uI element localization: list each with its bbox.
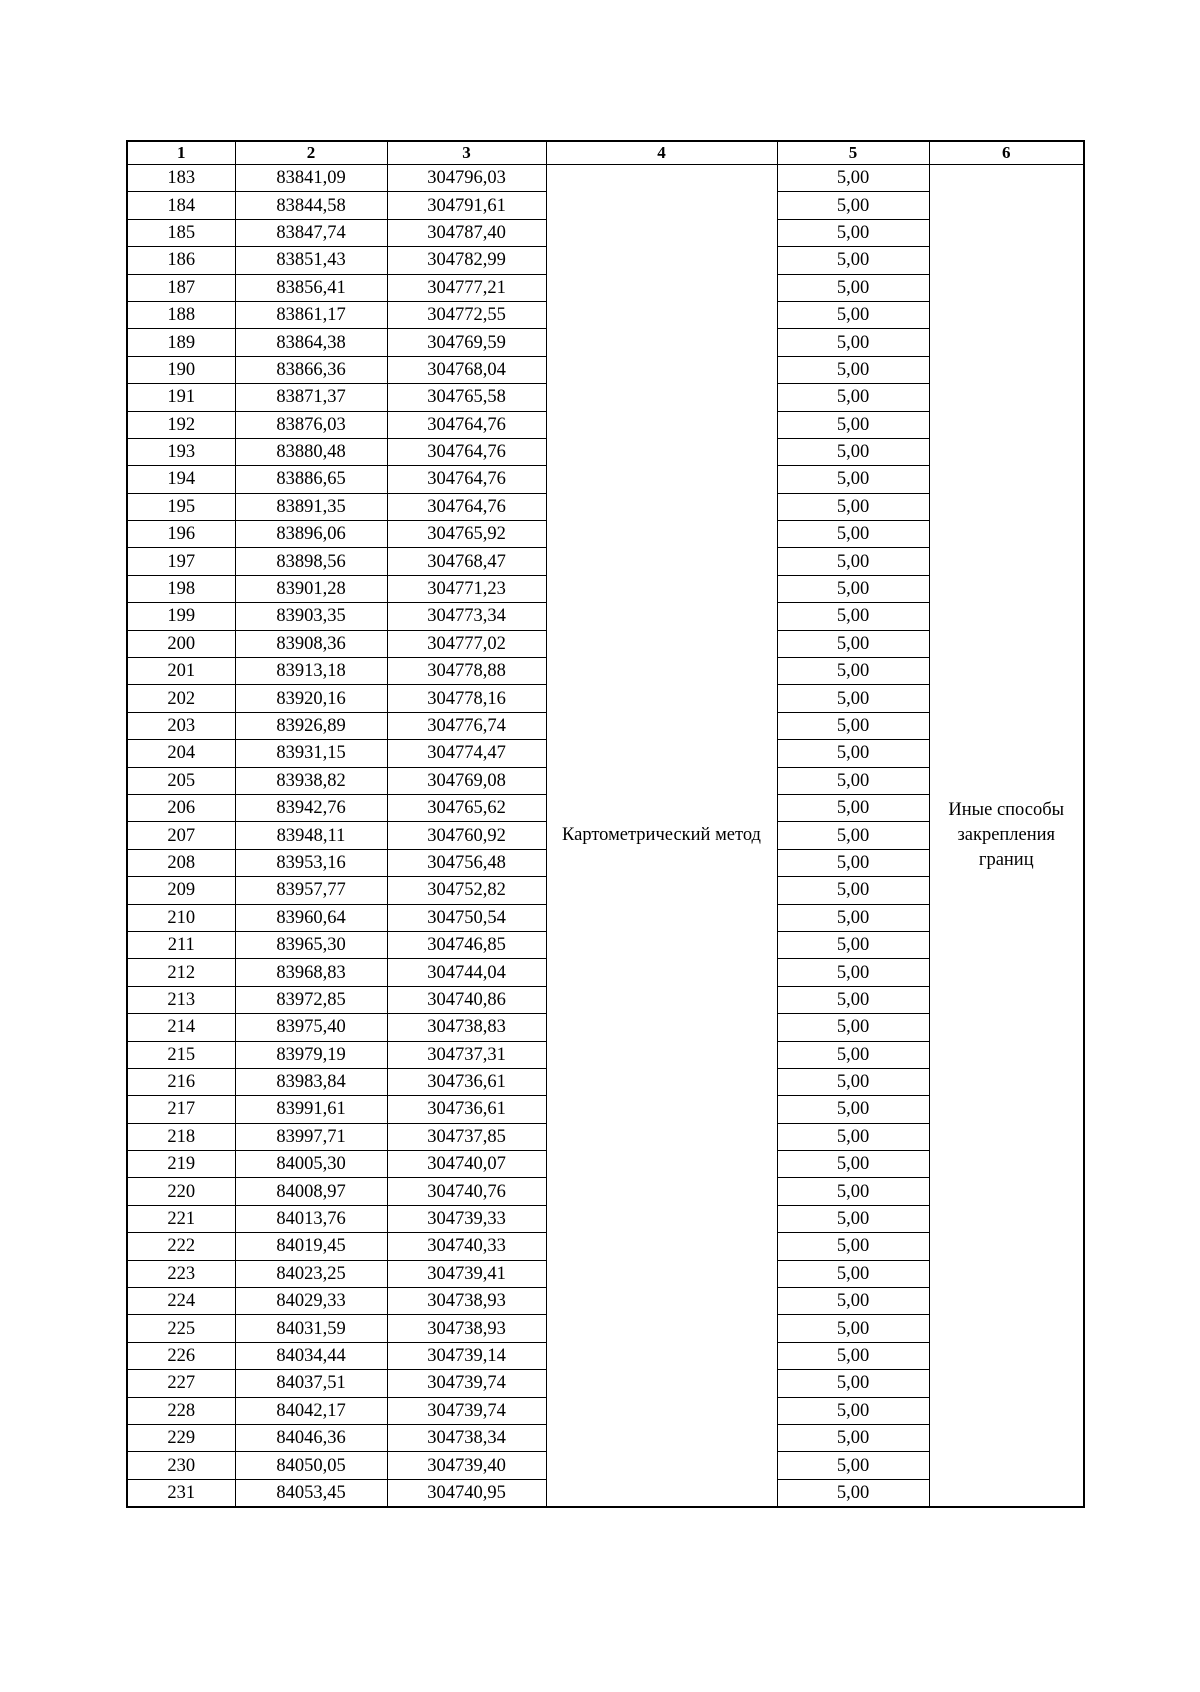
point-number-cell: 189 (127, 329, 235, 356)
point-number-cell: 210 (127, 904, 235, 931)
y-coordinate-cell: 304774,47 (387, 740, 546, 767)
y-coordinate-cell: 304773,34 (387, 603, 546, 630)
x-coordinate-cell: 83861,17 (235, 301, 387, 328)
accuracy-cell: 5,00 (777, 1424, 929, 1451)
y-coordinate-cell: 304768,47 (387, 548, 546, 575)
y-coordinate-cell: 304772,55 (387, 301, 546, 328)
y-coordinate-cell: 304796,03 (387, 165, 546, 192)
x-coordinate-cell: 83891,35 (235, 493, 387, 520)
y-coordinate-cell: 304744,04 (387, 959, 546, 986)
point-number-cell: 185 (127, 219, 235, 246)
x-coordinate-cell: 83957,77 (235, 877, 387, 904)
x-coordinate-cell: 83983,84 (235, 1068, 387, 1095)
header-col-5: 5 (777, 141, 929, 165)
x-coordinate-cell: 83997,71 (235, 1123, 387, 1150)
accuracy-cell: 5,00 (777, 794, 929, 821)
accuracy-cell: 5,00 (777, 384, 929, 411)
accuracy-cell: 5,00 (777, 1370, 929, 1397)
y-coordinate-cell: 304752,82 (387, 877, 546, 904)
accuracy-cell: 5,00 (777, 603, 929, 630)
point-number-cell: 218 (127, 1123, 235, 1150)
point-number-cell: 215 (127, 1041, 235, 1068)
accuracy-cell: 5,00 (777, 548, 929, 575)
point-number-cell: 201 (127, 658, 235, 685)
point-number-cell: 230 (127, 1452, 235, 1479)
accuracy-cell: 5,00 (777, 658, 929, 685)
x-coordinate-cell: 83898,56 (235, 548, 387, 575)
y-coordinate-cell: 304768,04 (387, 356, 546, 383)
point-number-cell: 186 (127, 247, 235, 274)
accuracy-cell: 5,00 (777, 712, 929, 739)
x-coordinate-cell: 83856,41 (235, 274, 387, 301)
x-coordinate-cell: 83953,16 (235, 849, 387, 876)
x-coordinate-cell: 83844,58 (235, 192, 387, 219)
x-coordinate-cell: 83960,64 (235, 904, 387, 931)
accuracy-cell: 5,00 (777, 1096, 929, 1123)
header-col-3: 3 (387, 141, 546, 165)
accuracy-cell: 5,00 (777, 165, 929, 192)
y-coordinate-cell: 304782,99 (387, 247, 546, 274)
point-number-cell: 207 (127, 822, 235, 849)
y-coordinate-cell: 304739,33 (387, 1205, 546, 1232)
y-coordinate-cell: 304756,48 (387, 849, 546, 876)
accuracy-cell: 5,00 (777, 575, 929, 602)
point-number-cell: 219 (127, 1151, 235, 1178)
point-number-cell: 196 (127, 521, 235, 548)
x-coordinate-cell: 83920,16 (235, 685, 387, 712)
y-coordinate-cell: 304739,74 (387, 1397, 546, 1424)
accuracy-cell: 5,00 (777, 247, 929, 274)
x-coordinate-cell: 84034,44 (235, 1342, 387, 1369)
table-body (127, 165, 1084, 1508)
point-number-cell: 221 (127, 1205, 235, 1232)
y-coordinate-cell: 304738,93 (387, 1315, 546, 1342)
point-number-cell: 217 (127, 1096, 235, 1123)
x-coordinate-cell: 83903,35 (235, 603, 387, 630)
accuracy-cell: 5,00 (777, 1452, 929, 1479)
accuracy-cell: 5,00 (777, 493, 929, 520)
table-header (127, 141, 1084, 165)
x-coordinate-cell: 83913,18 (235, 658, 387, 685)
point-number-cell: 227 (127, 1370, 235, 1397)
point-number-cell: 229 (127, 1424, 235, 1451)
x-coordinate-cell: 83901,28 (235, 575, 387, 602)
x-coordinate-cell: 83866,36 (235, 356, 387, 383)
point-number-cell: 224 (127, 1288, 235, 1315)
x-coordinate-cell: 84053,45 (235, 1479, 387, 1507)
point-number-cell: 209 (127, 877, 235, 904)
x-coordinate-cell: 84042,17 (235, 1397, 387, 1424)
accuracy-cell: 5,00 (777, 1014, 929, 1041)
point-number-cell: 187 (127, 274, 235, 301)
point-number-cell: 191 (127, 384, 235, 411)
accuracy-cell: 5,00 (777, 740, 929, 767)
header-col-4: 4 (546, 141, 777, 165)
x-coordinate-cell: 83871,37 (235, 384, 387, 411)
x-coordinate-cell: 83876,03 (235, 411, 387, 438)
y-coordinate-cell: 304765,62 (387, 794, 546, 821)
point-number-cell: 197 (127, 548, 235, 575)
x-coordinate-cell: 83968,83 (235, 959, 387, 986)
accuracy-cell: 5,00 (777, 822, 929, 849)
point-number-cell: 190 (127, 356, 235, 383)
x-coordinate-cell: 83851,43 (235, 247, 387, 274)
x-coordinate-cell: 83979,19 (235, 1041, 387, 1068)
accuracy-cell: 5,00 (777, 959, 929, 986)
fixing-method-cell (929, 165, 1084, 1508)
point-number-cell: 193 (127, 438, 235, 465)
x-coordinate-cell: 83908,36 (235, 630, 387, 657)
y-coordinate-cell: 304764,76 (387, 411, 546, 438)
x-coordinate-cell: 84031,59 (235, 1315, 387, 1342)
point-number-cell: 200 (127, 630, 235, 657)
x-coordinate-cell: 83896,06 (235, 521, 387, 548)
accuracy-cell: 5,00 (777, 1233, 929, 1260)
point-number-cell: 183 (127, 165, 235, 192)
point-number-cell: 216 (127, 1068, 235, 1095)
accuracy-cell: 5,00 (777, 521, 929, 548)
point-number-cell: 188 (127, 301, 235, 328)
x-coordinate-cell: 83841,09 (235, 165, 387, 192)
point-number-cell: 212 (127, 959, 235, 986)
accuracy-cell: 5,00 (777, 877, 929, 904)
x-coordinate-cell: 83942,76 (235, 794, 387, 821)
y-coordinate-cell: 304764,76 (387, 493, 546, 520)
accuracy-cell: 5,00 (777, 438, 929, 465)
y-coordinate-cell: 304777,02 (387, 630, 546, 657)
x-coordinate-cell: 83991,61 (235, 1096, 387, 1123)
point-number-cell: 184 (127, 192, 235, 219)
accuracy-cell: 5,00 (777, 1123, 929, 1150)
y-coordinate-cell: 304746,85 (387, 931, 546, 958)
point-number-cell: 208 (127, 849, 235, 876)
y-coordinate-cell: 304740,76 (387, 1178, 546, 1205)
x-coordinate-cell: 83880,48 (235, 438, 387, 465)
fixing-method-text: Иные способы закрепления границ (948, 800, 1065, 871)
y-coordinate-cell: 304740,07 (387, 1151, 546, 1178)
x-coordinate-cell: 84008,97 (235, 1178, 387, 1205)
y-coordinate-cell: 304791,61 (387, 192, 546, 219)
y-coordinate-cell: 304739,74 (387, 1370, 546, 1397)
x-coordinate-cell: 84023,25 (235, 1260, 387, 1287)
y-coordinate-cell: 304760,92 (387, 822, 546, 849)
x-coordinate-cell: 84019,45 (235, 1233, 387, 1260)
y-coordinate-cell: 304778,88 (387, 658, 546, 685)
x-coordinate-cell: 83938,82 (235, 767, 387, 794)
y-coordinate-cell: 304739,41 (387, 1260, 546, 1287)
point-number-cell: 195 (127, 493, 235, 520)
x-coordinate-cell: 83847,74 (235, 219, 387, 246)
header-row (127, 141, 1084, 165)
accuracy-cell: 5,00 (777, 685, 929, 712)
y-coordinate-cell: 304737,85 (387, 1123, 546, 1150)
point-number-cell: 226 (127, 1342, 235, 1369)
accuracy-cell: 5,00 (777, 1205, 929, 1232)
y-coordinate-cell: 304771,23 (387, 575, 546, 602)
point-number-cell: 192 (127, 411, 235, 438)
accuracy-cell: 5,00 (777, 466, 929, 493)
point-number-cell: 198 (127, 575, 235, 602)
point-number-cell: 204 (127, 740, 235, 767)
accuracy-cell: 5,00 (777, 329, 929, 356)
x-coordinate-cell: 84046,36 (235, 1424, 387, 1451)
point-number-cell: 205 (127, 767, 235, 794)
point-number-cell: 225 (127, 1315, 235, 1342)
accuracy-cell: 5,00 (777, 767, 929, 794)
accuracy-cell: 5,00 (777, 1315, 929, 1342)
accuracy-cell: 5,00 (777, 274, 929, 301)
header-col-2: 2 (235, 141, 387, 165)
y-coordinate-cell: 304736,61 (387, 1096, 546, 1123)
accuracy-cell: 5,00 (777, 931, 929, 958)
accuracy-cell: 5,00 (777, 1151, 929, 1178)
x-coordinate-cell: 83975,40 (235, 1014, 387, 1041)
accuracy-cell: 5,00 (777, 411, 929, 438)
point-number-cell: 214 (127, 1014, 235, 1041)
x-coordinate-cell: 84029,33 (235, 1288, 387, 1315)
x-coordinate-cell: 84050,05 (235, 1452, 387, 1479)
x-coordinate-cell: 83948,11 (235, 822, 387, 849)
y-coordinate-cell: 304764,76 (387, 466, 546, 493)
point-number-cell: 228 (127, 1397, 235, 1424)
y-coordinate-cell: 304776,74 (387, 712, 546, 739)
point-number-cell: 220 (127, 1178, 235, 1205)
point-number-cell: 194 (127, 466, 235, 493)
header-col-1: 1 (127, 141, 235, 165)
accuracy-cell: 5,00 (777, 1041, 929, 1068)
accuracy-cell: 5,00 (777, 356, 929, 383)
y-coordinate-cell: 304764,76 (387, 438, 546, 465)
accuracy-cell: 5,00 (777, 219, 929, 246)
accuracy-cell: 5,00 (777, 1397, 929, 1424)
accuracy-cell: 5,00 (777, 192, 929, 219)
y-coordinate-cell: 304769,08 (387, 767, 546, 794)
y-coordinate-cell: 304769,59 (387, 329, 546, 356)
y-coordinate-cell: 304750,54 (387, 904, 546, 931)
accuracy-cell: 5,00 (777, 630, 929, 657)
accuracy-cell: 5,00 (777, 1479, 929, 1507)
coordinates-table (126, 140, 1085, 1508)
accuracy-cell: 5,00 (777, 904, 929, 931)
x-coordinate-cell: 84037,51 (235, 1370, 387, 1397)
y-coordinate-cell: 304778,16 (387, 685, 546, 712)
point-number-cell: 211 (127, 931, 235, 958)
y-coordinate-cell: 304765,58 (387, 384, 546, 411)
accuracy-cell: 5,00 (777, 301, 929, 328)
accuracy-cell: 5,00 (777, 1288, 929, 1315)
accuracy-cell: 5,00 (777, 986, 929, 1013)
point-number-cell: 222 (127, 1233, 235, 1260)
accuracy-cell: 5,00 (777, 849, 929, 876)
header-col-6: 6 (929, 141, 1084, 165)
point-number-cell: 223 (127, 1260, 235, 1287)
y-coordinate-cell: 304736,61 (387, 1068, 546, 1095)
x-coordinate-cell: 83965,30 (235, 931, 387, 958)
y-coordinate-cell: 304765,92 (387, 521, 546, 548)
x-coordinate-cell: 83926,89 (235, 712, 387, 739)
x-coordinate-cell: 83886,65 (235, 466, 387, 493)
y-coordinate-cell: 304738,93 (387, 1288, 546, 1315)
y-coordinate-cell: 304738,83 (387, 1014, 546, 1041)
point-number-cell: 213 (127, 986, 235, 1013)
y-coordinate-cell: 304787,40 (387, 219, 546, 246)
table-row (127, 165, 1084, 192)
point-number-cell: 203 (127, 712, 235, 739)
x-coordinate-cell: 83931,15 (235, 740, 387, 767)
method-cell: Картометрический метод (546, 165, 777, 1508)
y-coordinate-cell: 304740,33 (387, 1233, 546, 1260)
y-coordinate-cell: 304740,86 (387, 986, 546, 1013)
y-coordinate-cell: 304739,40 (387, 1452, 546, 1479)
point-number-cell: 202 (127, 685, 235, 712)
x-coordinate-cell: 84013,76 (235, 1205, 387, 1232)
x-coordinate-cell: 83864,38 (235, 329, 387, 356)
x-coordinate-cell: 84005,30 (235, 1151, 387, 1178)
point-number-cell: 199 (127, 603, 235, 630)
accuracy-cell: 5,00 (777, 1260, 929, 1287)
accuracy-cell: 5,00 (777, 1068, 929, 1095)
y-coordinate-cell: 304740,95 (387, 1479, 546, 1507)
point-number-cell: 231 (127, 1479, 235, 1507)
point-number-cell: 206 (127, 794, 235, 821)
y-coordinate-cell: 304739,14 (387, 1342, 546, 1369)
y-coordinate-cell: 304777,21 (387, 274, 546, 301)
y-coordinate-cell: 304738,34 (387, 1424, 546, 1451)
accuracy-cell: 5,00 (777, 1178, 929, 1205)
y-coordinate-cell: 304737,31 (387, 1041, 546, 1068)
x-coordinate-cell: 83972,85 (235, 986, 387, 1013)
accuracy-cell: 5,00 (777, 1342, 929, 1369)
